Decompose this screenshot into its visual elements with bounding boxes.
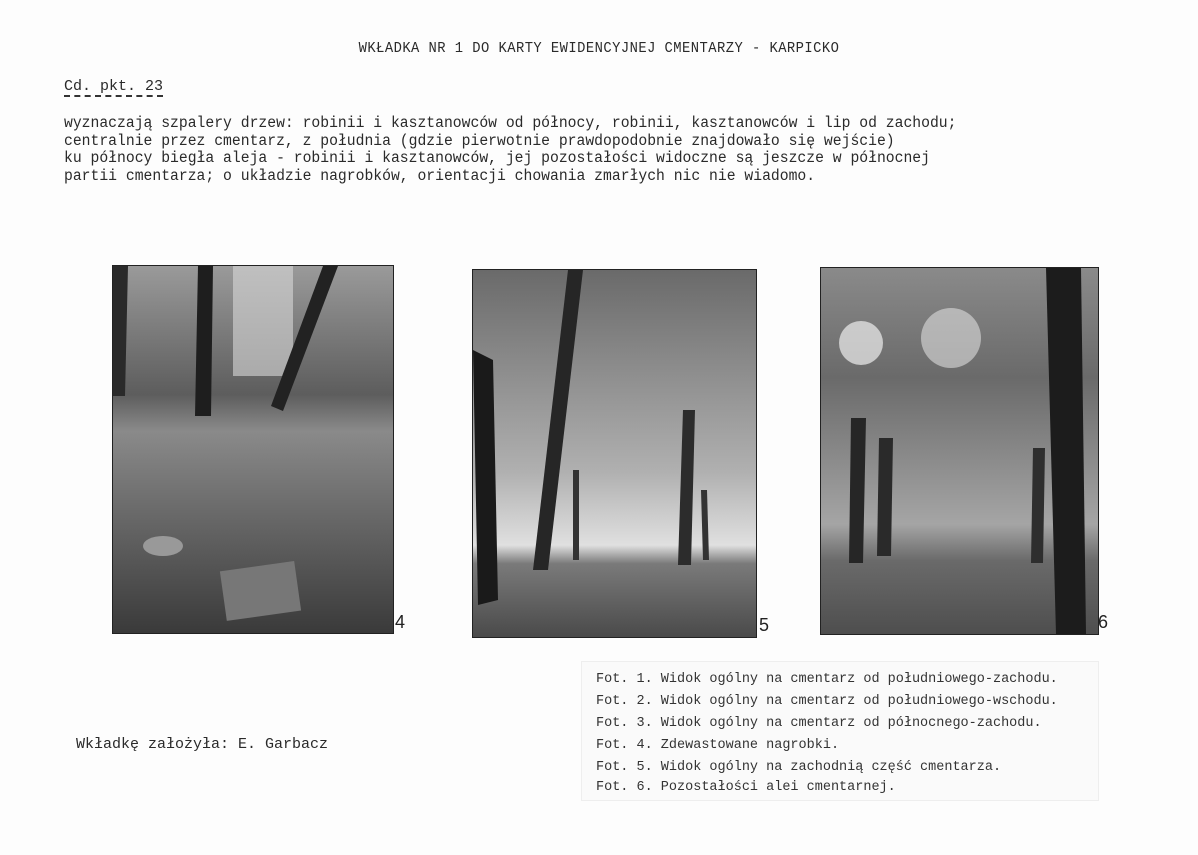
body-line: wyznaczają szpalery drzew: robinii i kasztanowców od północy, robinii, kasztanowców i lip od zachodu; — [64, 114, 957, 132]
photo-6-remains-of-alley — [820, 267, 1099, 635]
photo-number: 5 — [759, 615, 770, 635]
caption-line: Fot. 5. Widok ogólny na zachodnią część cmentarza. — [596, 760, 1002, 775]
author-signature-line: Wkładkę założyła: E. Garbacz — [76, 736, 329, 753]
caption-line: Fot. 2. Widok ogólny na cmentarz od południowego-wschodu. — [596, 694, 1058, 709]
caption-line: Fot. 6. Pozostałości alei cmentarnej. — [596, 780, 896, 795]
body-line: partii cmentarza; o układzie nagrobków, orientacji chowania zmarłych nic nie wiadomo. — [64, 166, 816, 185]
caption-line: Fot. 3. Widok ogólny na cmentarz od północnego-zachodu. — [596, 716, 1042, 731]
photo-number: 6 — [1098, 612, 1109, 632]
section-reference: Cd. pkt. 23 — [64, 78, 164, 95]
caption-line: Fot. 4. Zdewastowane nagrobki. — [596, 738, 840, 753]
body-line: centralnie przez cmentarz, z południa (gdzie pierwotnie prawdopodobnie znajdowało się wejście) — [64, 131, 895, 150]
photo-5-western-part — [472, 269, 757, 638]
photo-4-devastated-graves — [112, 265, 394, 634]
photo-number: 4 — [395, 612, 406, 632]
document-title: WKŁADKA NR 1 DO KARTY EWIDENCYJNEJ CMENTARZY - KARPICKO — [358, 40, 840, 57]
photo-captions — [581, 661, 1099, 801]
caption-line: Fot. 1. Widok ogólny na cmentarz od południowego-zachodu. — [596, 672, 1058, 687]
body-paragraph — [64, 115, 956, 185]
body-line: ku północy biegła aleja - robinii i kasztanowców, jej pozostałości widoczne są jeszcze w północnej — [64, 149, 930, 167]
